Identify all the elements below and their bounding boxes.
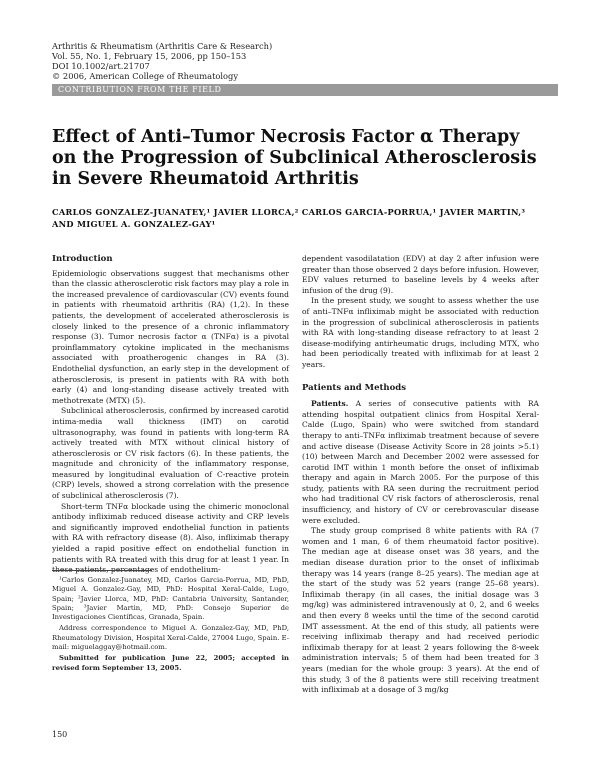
journal-name: Arthritis & Rheumatism (Arthritis Care & Research) [52, 41, 273, 51]
title-line-2: on the Progression of Subclinical Atherosclerosis [52, 148, 537, 168]
article-title [52, 127, 562, 190]
study-group-paragraph: The study group comprised 8 white patients with RA (7 women and 1 man, 6 of them rheumatoid factor positive). The median age at disease onset was 38 years, and the median disease duration prior to the onset of infliximab therapy was 14 years (range 8–25 years). The median age at the start of the study was 52 years (range 25–68 years). Infliximab therapy (in all cases, the initial dosage was 3 mg/kg) was administered intravenously at 0, 2, and 6 weeks and then every 8 weeks until the time of the second carotid IMT assessment. At the end of this study, all patients were receiving infliximab therapy and had received periodic infliximab therapy for at least 2 years following the 8-week administration intervals; 5 of them had been treated for 3 years (median for the whole group: 3 years). At the end of this study, 3 of the 8 patients were still receiving treatment with infliximab at a dosage of 3 mg/kg [302, 526, 539, 695]
journal-doi: DOI 10.1002/art.21707 [52, 61, 150, 71]
left-column [52, 254, 289, 576]
intro-paragraph-2: Subclinical atherosclerosis, confirmed by increased carotid intima-media wall thickness (IMT) on carotid ultrasonography, was found in patients with long-term RA actively treated with MTX without clinical history of atherosclerosis or CV risk factors (6). In these patients, the magnitude and chronicity of the inflammatory response, measured by longitudinal evaluation of C-reactive protein (CRP) levels, showed a strong correlation with the presence of subclinical atherosclerosis (7). [52, 406, 289, 501]
footnote-submission: Submitted for publication June 22, 2005; accepted in revised form September 13, 2005. [52, 654, 289, 672]
footnote-affiliations: ¹Carlos Gonzalez-Juanatey, MD, Carlos Garcia-Porrua, MD, PhD, Miguel A. Gonzalez-Gay, MD, PhD: Hospital Xeral-Calde, Lugo, Spain; ²Javier Llorca, MD, PhD: Cantabria University, Santander, Spain; ³Javier Martin, MD, PhD: Consejo Superior de Investigaciones Científicas, Granada, Spain. [52, 576, 289, 622]
patients-paragraph [302, 399, 539, 526]
footnote-rule [52, 570, 152, 571]
introduction-heading: Introduction [52, 254, 113, 264]
intro-paragraph-1: Epidemiologic observations suggest that mechanisms other than the classic atherosclerotic risk factors may play a role in the increased prevalence of cardiovascular (CV) events found in patients with rheumatoid arthritis (RA) (1,2). In these patients, the development of accelerated atherosclerosis is closely linked to the presence of a chronic inflammatory response (3). Tumor necrosis factor α (TNFα) is a pivotal proinflammatory cytokine implicated in the mechanisms associated with proatherogenic changes in RA (3). Endothelial dysfunction, an early step in the development of atherosclerosis, is present in patients with RA with both early (4) and long-standing disease actively treated with methotrexate (MTX) (5). [52, 268, 289, 405]
title-line-3: in Severe Rheumatoid Arthritis [52, 169, 359, 189]
methods-heading: Patients and Methods [302, 382, 406, 393]
author-list [52, 206, 572, 230]
footnote-correspondence: Address correspondence to Miguel A. Gonzalez-Gay, MD, PhD, Rheumatology Division, Hospital Xeral-Calde, 27004 Lugo, Spain. E-mail: miguelaggay@hotmail.com. [52, 624, 289, 652]
authors-line-2: AND MIGUEL A. GONZALEZ-GAY¹ [52, 219, 216, 229]
section-banner: CONTRIBUTION FROM THE FIELD [52, 84, 558, 96]
right-paragraph-1: dependent vasodilatation (EDV) at day 2 after infusion were greater than those observed 2 days before infusion. However, EDV values returned to baseline levels by 4 weeks after infusion of the drug (9). [302, 254, 539, 295]
journal-volume: Vol. 55, No. 1, February 15, 2006, pp 150–153 [52, 51, 247, 61]
footnotes [52, 576, 289, 675]
journal-copyright: © 2006, American College of Rheumatology [52, 71, 239, 81]
patients-run-in: Patients. [311, 399, 349, 409]
page-number: 150 [52, 730, 68, 739]
title-line-1: Effect of Anti–Tumor Necrosis Factor α Therapy [52, 127, 520, 147]
right-column [302, 254, 539, 696]
patients-text: A series of consecutive patients with RA attending hospital outpatient clinics from Hospital Xeral-Calde (Lugo, Spain) who were switched from standard therapy to anti–TNFα infliximab treatment because of severe and active disease (Disease Activity Score in 28 joints >5.1) (10) between March and December 2002 were assessed for carotid IMT within 1 month before the onset of infliximab therapy and again in March 2005. For the purpose of this study, patients with RA seen during the recruitment period who had traditional CV risk factors of atherosclerosis, renal insufficiency, and history of CV or cerebrovascular disease were excluded. [302, 399, 539, 525]
journal-citation [52, 41, 352, 81]
right-paragraph-2: In the present study, we sought to assess whether the use of anti–TNFα infliximab might be associated with reduction in the progression of subclinical atherosclerosis in patients with RA with long-standing disease refractory to at least 2 disease-modifying antirheumatic drugs, including MTX, who had been periodically treated with infliximab for at least 2 years. [302, 296, 539, 369]
authors-line-1: CARLOS GONZALEZ-JUANATEY,¹ JAVIER LLORCA,² CARLOS GARCIA-PORRUA,¹ JAVIER MARTIN,³ [52, 207, 526, 217]
intro-paragraph-3: Short-term TNFα blockade using the chimeric monoclonal antibody infliximab reduced disease activity and CRP levels and significantly improved endothelial function in patients with RA with refractory disease (8). Also, infliximab therapy yielded a rapid positive effect on endothelial function in patients with RA treated with this drug for at least 1 year. In these patients, percentages of endothelium- [52, 501, 289, 575]
